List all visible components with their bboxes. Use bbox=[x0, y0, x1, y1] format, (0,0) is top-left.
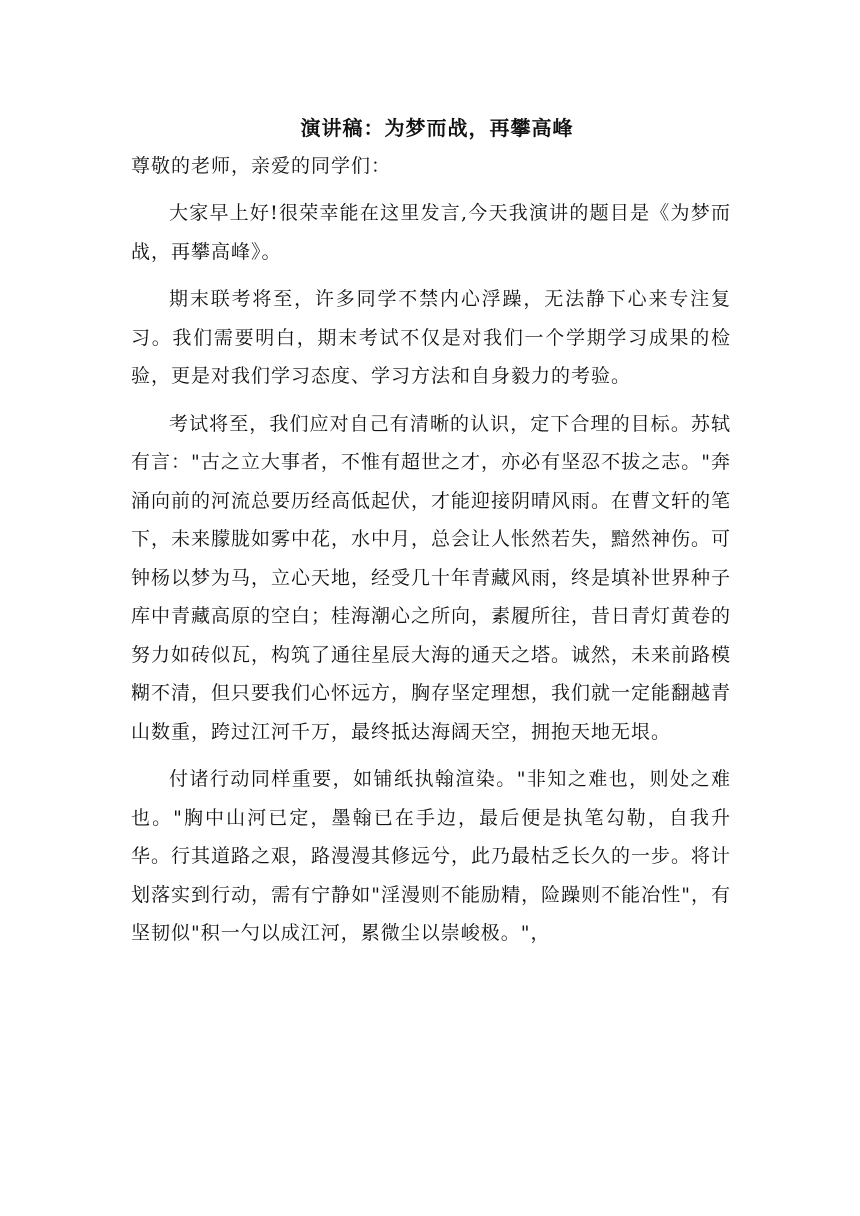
document-title: 演讲稿：为梦而战，再攀高峰 bbox=[300, 116, 574, 140]
paragraph-1: 大家早上好!很荣幸能在这里发言,今天我演讲的题目是《为梦而战，再攀高峰》。 bbox=[131, 202, 731, 263]
document-body bbox=[131, 109, 731, 953]
paragraph-3: 考试将至，我们应对自己有清晰的认识，定下合理的目标。苏轼有言："古之立大事者，不惟有超世之才，亦必有坚忍不拔之志。"奔涌向前的河流总要历经高低起伏，才能迎接阴晴风雨。在曹文轩的笔下，未来朦胧如雾中花，水中月，总会让人怅然若失，黯然神伤。可钟杨以梦为马，立心天地，经受几十年青藏风雨，终是填补世界种子库中青藏高原的空白；桂海潮心之所向，素履所往，昔日青灯黄卷的努力如砖似瓦，构筑了通往星辰大海的通天之塔。诚然，未来前路模糊不清，但只要我们心怀远方，胸存坚定理想，我们就一定能翻越青山数重，跨过江河千万，最终抵达海阔天空，拥抱天地无垠。 bbox=[131, 412, 732, 743]
paragraph-2: 期末联考将至，许多同学不禁内心浮躁，无法静下心来专注复习。我们需要明白，期末考试不仅是对我们一个学期学习成果的检验，更是对我们学习态度、学习方法和自身毅力的考验。 bbox=[131, 288, 731, 387]
salutation: 尊敬的老师，亲爱的同学们： bbox=[131, 155, 392, 177]
paragraph-4: 付诸行动同样重要，如铺纸执翰渲染。"非知之难也，则处之难也。"胸中山河已定，墨翰已在手边，最后便是执笔勾勒，自我升华。行其道路之艰，路漫漫其修远兮，此乃最枯乏长久的一步。将计划落实到行动，需有宁静如"淫漫则不能励精，险躁则不能冶性"，有坚韧似"积一勺以成江河，累微尘以崇峻极。"， bbox=[131, 768, 732, 944]
